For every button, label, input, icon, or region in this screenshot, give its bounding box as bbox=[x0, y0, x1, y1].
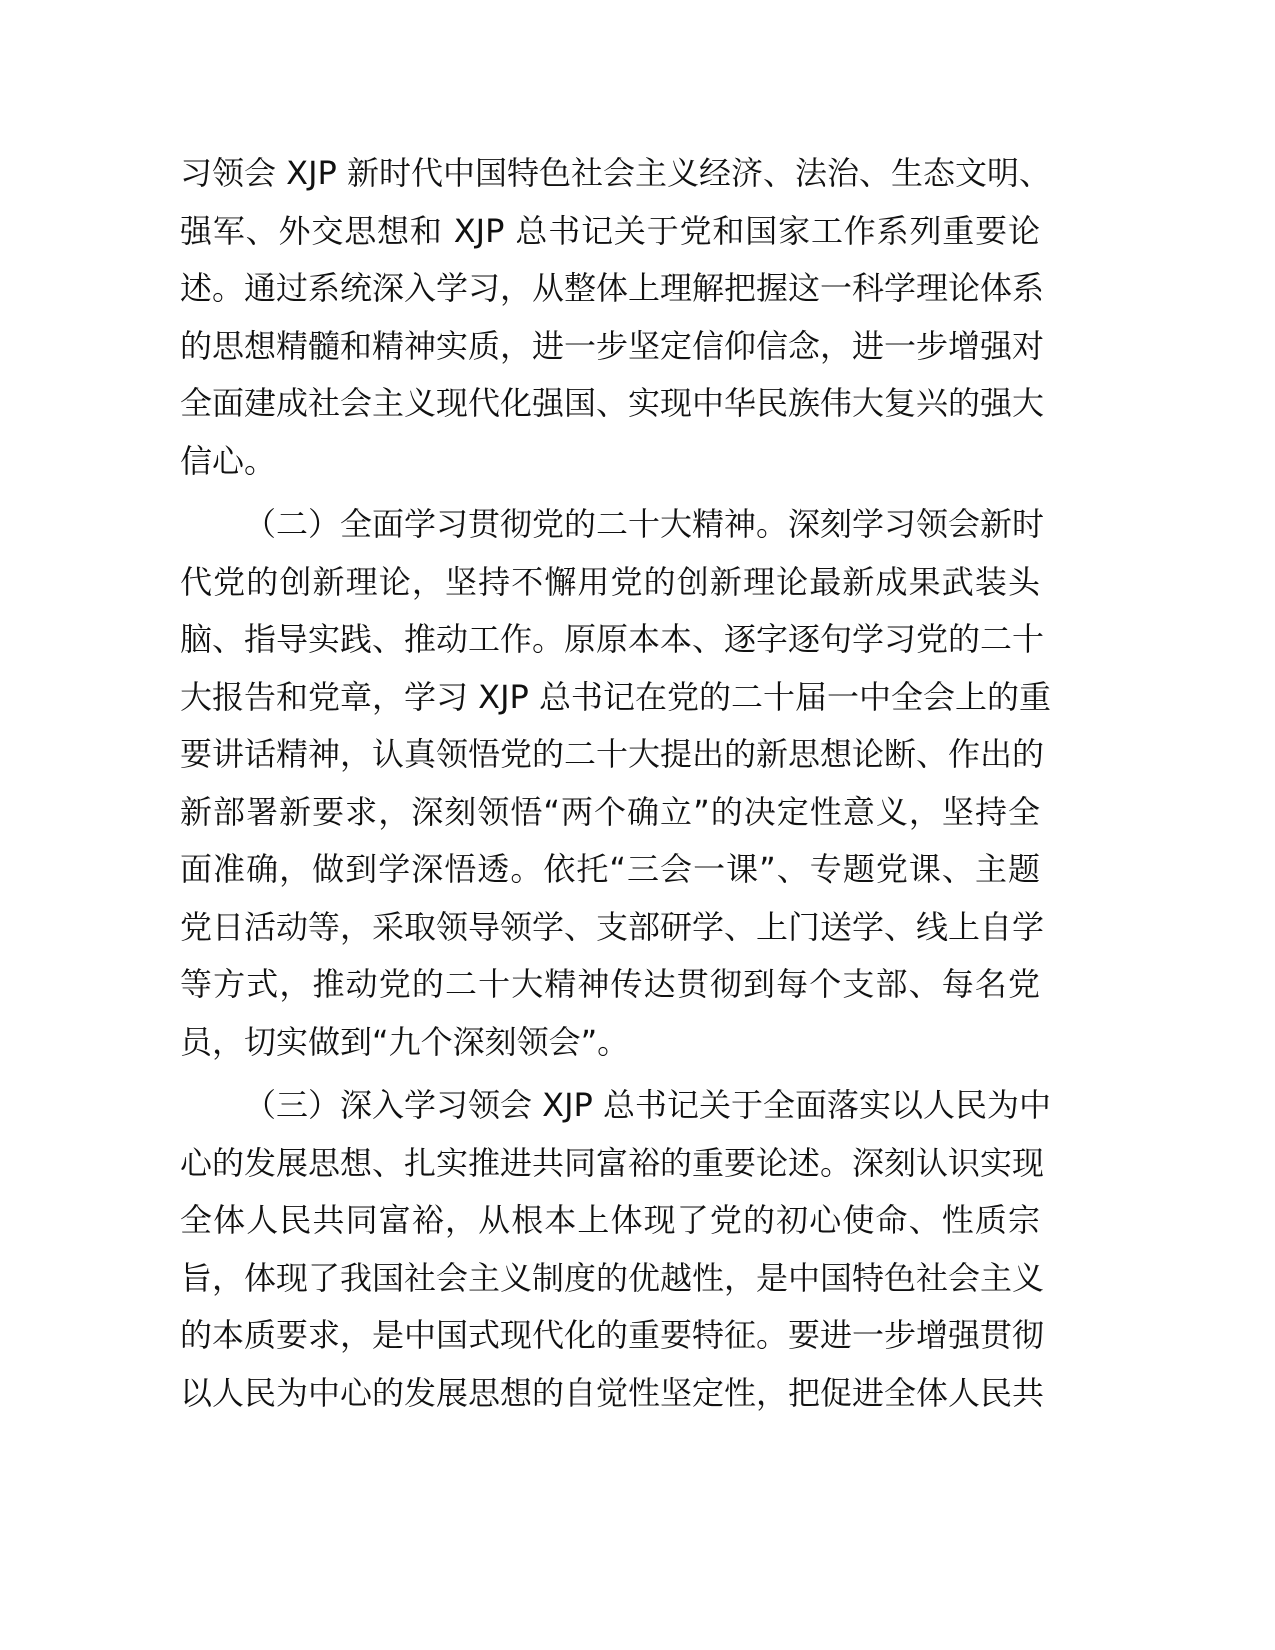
paragraph-line: 党日活动等，采取领导领学、支部研学、上门送学、线上自学 bbox=[180, 907, 1045, 946]
paragraph-line: 脑、指导实践、推动工作。原原本本、逐字逐句学习党的二十 bbox=[180, 620, 1045, 658]
paragraph-line: 等方式，推动党的二十大精神传达贯彻到每个支部、每名党 bbox=[180, 965, 1040, 1003]
paragraph-line: 大报告和党章，学习 XJP 总书记在党的二十届一中全会上的重 bbox=[180, 677, 1052, 716]
paragraph-line: 信心。 bbox=[180, 441, 277, 480]
document-body bbox=[180, 145, 1052, 1422]
paragraph-line: 员，切实做到“九个深刻领会”。 bbox=[180, 1022, 630, 1061]
paragraph-line: 述。通过系统深入学习，从整体上理解把握这一科学理论体系 bbox=[180, 269, 1045, 307]
paragraph-line: 要讲话精神，认真领悟党的二十大提出的新思想论断、作出的 bbox=[180, 735, 1045, 773]
paragraph-2 bbox=[180, 496, 1052, 1071]
paragraph-line: 心的发展思想、扎实推进共同富裕的重要论述。深刻认识实现 bbox=[180, 1143, 1045, 1182]
paragraph-line: 代党的创新理论，坚持不懈用党的创新理论最新成果武装头 bbox=[180, 562, 1040, 601]
paragraph-line: 全面建成社会主义现代化强国、实现中华民族伟大复兴的强大 bbox=[180, 384, 1045, 422]
paragraph-line: 的思想精髓和精神实质，进一步坚定信仰信念，进一步增强对 bbox=[180, 326, 1045, 365]
paragraph-line: 的本质要求，是中国式现代化的重要特征。要进一步增强贯彻 bbox=[180, 1316, 1045, 1354]
paragraph-3 bbox=[180, 1077, 1052, 1422]
paragraph-1 bbox=[180, 145, 1052, 490]
paragraph-line: （三）深入学习领会 XJP 总书记关于全面落实以人民为中 bbox=[244, 1086, 1052, 1124]
paragraph-line: 以人民为中心的发展思想的自觉性坚定性，把促进全体人民共 bbox=[180, 1373, 1045, 1412]
paragraph-line: （二）全面学习贯彻党的二十大精神。深刻学习领会新时 bbox=[244, 505, 1045, 543]
paragraph-line: 面准确，做到学深悟透。依托“三会一课”、专题党课、主题 bbox=[180, 850, 1040, 888]
paragraph-line: 旨，体现了我国社会主义制度的优越性，是中国特色社会主义 bbox=[180, 1258, 1045, 1297]
paragraph-line: 全体人民共同富裕，从根本上体现了党的初心使命、性质宗 bbox=[180, 1201, 1040, 1239]
paragraph-line: 新部署新要求，深刻领悟“两个确立”的决定性意义，坚持全 bbox=[180, 792, 1040, 831]
paragraph-line: 强军、外交思想和 XJP 总书记关于党和国家工作系列重要论 bbox=[180, 211, 1040, 250]
paragraph-line: 习领会 XJP 新时代中国特色社会主义经济、法治、生态文明、 bbox=[180, 154, 1052, 192]
